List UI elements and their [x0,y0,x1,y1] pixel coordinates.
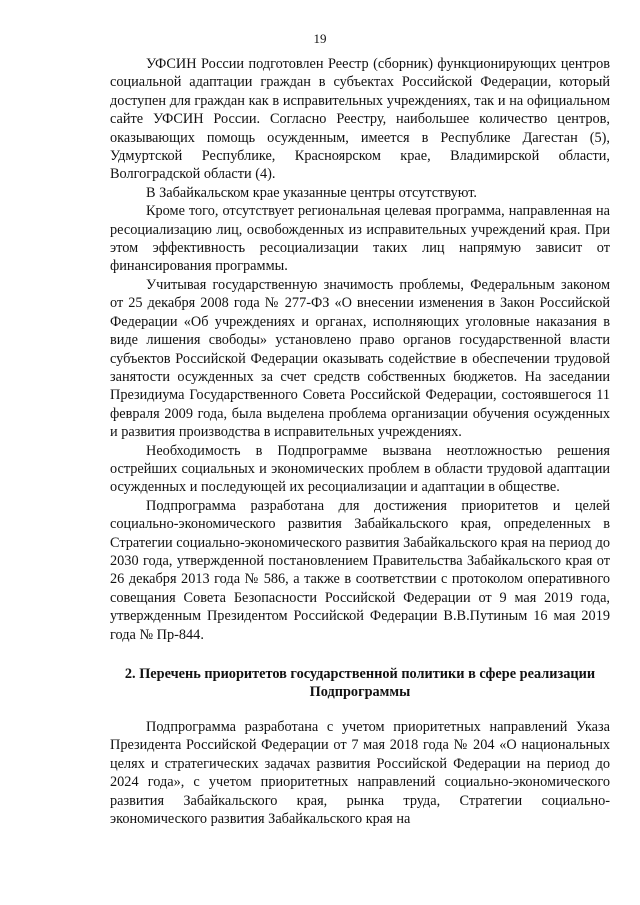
page-number: 19 [313,31,327,46]
paragraph: Кроме того, отсутствует региональная целевая программа, направленная на ресоциализацию лиц, освобожденных из исправительных учреждений края. При этом эффективность ресоциализации таких лиц напрямую зависит от финансирования программы. [110,203,610,275]
paragraph: Подпрограмма разработана с учетом приоритетных направлений Указа Президента Российской Федерации от 7 мая 2018 года № 204 «О национальных целях и стратегических задачах развития Российской Федерации на период до 2024 года», с учетом приоритетных направлений социально-экономического развития Забайкальского края, рынка труда, Стратегии социально-экономического развития Забайкальского края на [110,719,610,828]
paragraph: Учитывая государственную значимость проблемы, Федеральным законом от 25 декабря 2008 года № 277-ФЗ «О внесении изменения в Закон Российской Федерации «Об учреждениях и органах, исполняющих уголовные наказания в виде лишения свободы» установлено право органов государственной власти субъектов Российской Федерации оказывать содействие в обеспечении трудовой занятости осужденных за счет средств собственных бюджетов. На заседании Президиума Государственного Совета Российской Федерации, состоявшегося 11 февраля 2009 года, была выделена проблема организации обучения осужденных и развития производства в исправительных учреждениях. [110,276,610,441]
body-text-block [110,55,610,644]
paragraph: В Забайкальском крае указанные центры отсутствуют. [146,184,477,201]
paragraph: Необходимость в Подпрограмме вызвана неотложностью решения острейших социальных и экономических проблем в области трудовой адаптации осужденных и последующей их ресоциализации и адаптации в обществе. [110,442,610,496]
section-heading: 2. Перечень приоритетов государственной политики в сфере реализации Подпрограммы [124,666,596,701]
body-text-block [110,718,610,828]
paragraph: Подпрограмма разработана для достижения приоритетов и целей социально-экономического развития Забайкальского края, определенных в Стратегии социально-экономического развития Забайкальского края на период до 2030 года, утвержденной постановлением Правительства Забайкальского края от 26 декабря 2013 года № 586, а также в соответствии с протоколом оперативного совещания Совета Безопасности Российской Федерации от 9 мая 2019 года, утвержденным Президентом Российской Федерации В.В.Путиным 16 мая 2019 года № Пр-844. [110,497,610,643]
paragraph: УФСИН России подготовлен Реестр (сборник) функционирующих центров социальной адаптации граждан в субъектах Российской Федерации, который доступен для граждан как в исправительных учреждениях, так и на официальном сайте УФСИН России. Согласно Реестру, наибольшее количество центров, оказывающих помощь осужденным, имеется в Республике Дагестан (5), Удмуртской Республике, Красноярском крае, Владимирской области, Волгоградской области (4). [110,56,610,183]
